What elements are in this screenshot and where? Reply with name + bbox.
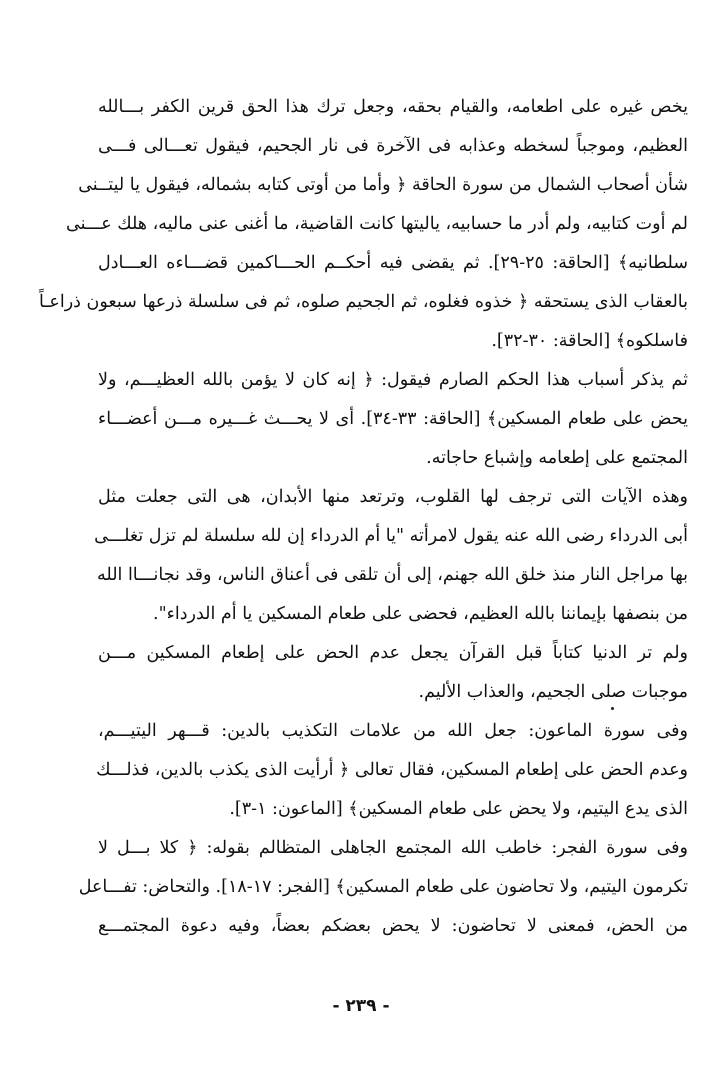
text-line: وعدم الحض على إطعام المسكين، فقال تعالى ﴿ أرأيت الذى يكذب بالدين، فذلـــك bbox=[96, 760, 688, 780]
text-line: بها مراجل النار منذ خلق الله جهنم، إلى أن تلقى فى أعناق الناس، وقد نجانـــاا الله bbox=[97, 565, 688, 585]
print-speck bbox=[611, 707, 614, 710]
text-line: وهذه الآيات التى ترجف لها القلوب، وترتعد منها الأبدان، هى التى جعلت مثل bbox=[98, 487, 688, 507]
text-line: فاسلكوه﴾ [الحاقة: ٣٠-٣٢]. bbox=[491, 331, 688, 351]
text-line: لم أوت كتابيه، ولم أدر ما حسابيه، ياليتها كانت القاضية، ما أغنى عنى ماليه، هلك عـــنى bbox=[66, 214, 688, 234]
text-line: بالعقاب الذى يستحقه ﴿ خذوه فغلوه، ثم الجحيم صلوه، ثم فى سلسلة ذرعها سبعون ذراعـاً bbox=[38, 292, 688, 312]
text-line: المجتمع على إطعامه وإشباع حاجاته. bbox=[426, 448, 688, 468]
text-line: الذى يدع اليتيم، ولا يحض على طعام المسكين﴾ [الماعون: ١-٣]. bbox=[229, 799, 688, 819]
text-line: ولم تر الدنيا كتاباً قبل القرآن يجعل عدم الحض على إطعام المسكين مـــن bbox=[98, 643, 688, 663]
text-line: وفى سورة الماعون: جعل الله من علامات التكذيب بالدين: قـــهر اليتيـــم، bbox=[98, 721, 688, 741]
page-number: - ٢٣٩ - bbox=[332, 996, 390, 1016]
text-line: موجبات صلى الجحيم، والعذاب الأليم. bbox=[418, 682, 688, 702]
body-text bbox=[38, 88, 688, 946]
text-line: من بنصفها بإيماننا بالله العظيم، فحضى على طعام المسكين يا أم الدرداء". bbox=[153, 604, 688, 624]
text-line: العظيم، وموجباً لسخطه وعذابه فى الآخرة فى نار الجحيم، فيقول تعـــالى فـــى bbox=[98, 136, 688, 156]
text-line: أبى الدرداء رضى الله عنه يقول لامرأته "يا أم الدرداء إن لله سلسلة لم تزل تغلـــى bbox=[94, 526, 688, 546]
text-line: شأن أصحاب الشمال من سورة الحاقة ﴿ وأما من أوتى كتابه بشماله، فيقول يا ليتــنى bbox=[78, 175, 688, 195]
text-line: ثم يذكر أسباب هذا الحكم الصارم فيقول: ﴿ إنه كان لا يؤمن بالله العظيـــم، ولا bbox=[98, 370, 688, 390]
text-line: من الحض، فمعنى لا تحاضون: لا يحض بعضكم بعضاً، وفيه دعوة المجتمـــع bbox=[98, 916, 688, 936]
text-line: سلطانيه﴾ [الحاقة: ٢٥-٢٩]. ثم يقضى فيه أحكــم الحـــاكمين قضـــاءه العـــادل bbox=[98, 253, 688, 273]
text-line: وفى سورة الفجر: خاطب الله المجتمع الجاهلى المتظالم بقوله: ﴿ كلا بـــل لا bbox=[98, 838, 688, 858]
text-line: تكرمون اليتيم، ولا تحاضون على طعام المسكين﴾ [الفجر: ١٧-١٨]. والتحاض: تفـــاعل bbox=[78, 877, 688, 897]
text-line: يحض على طعام المسكين﴾ [الحاقة: ٣٣-٣٤]. أى لا يحـــث غـــيره مـــن أعضـــاء bbox=[98, 409, 688, 429]
text-line: يخص غيره على اطعامه، والقيام بحقه، وجعل ترك هذا الحق قرين الكفر بـــالله bbox=[98, 97, 688, 117]
